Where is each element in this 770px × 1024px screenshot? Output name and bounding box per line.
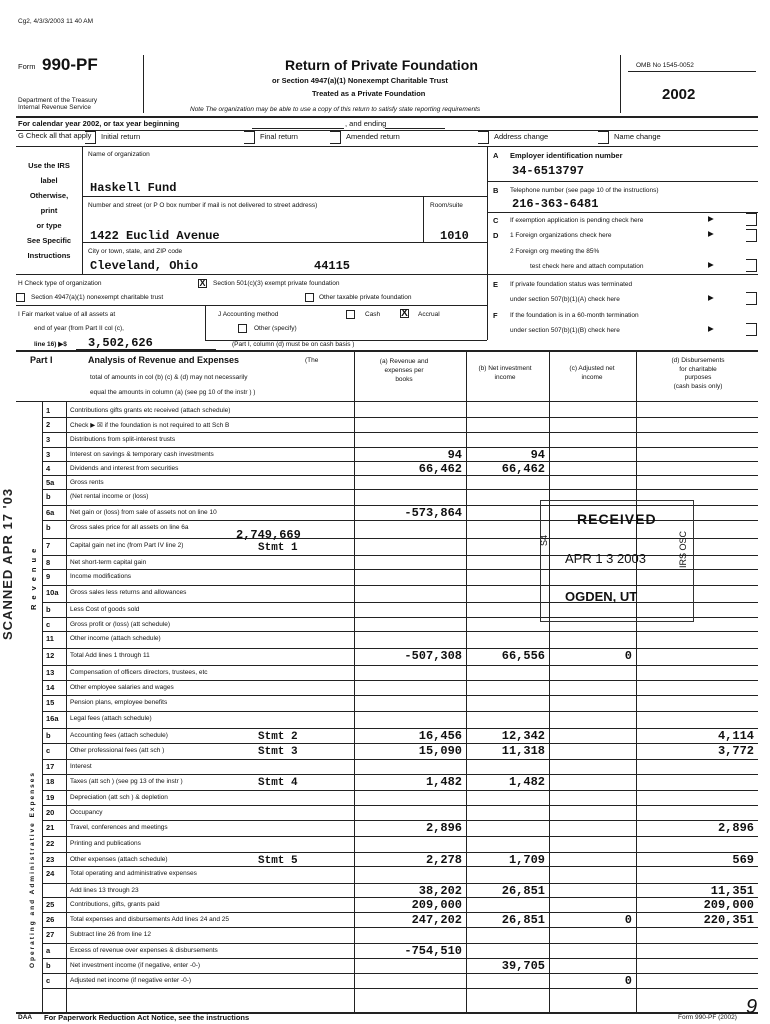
- name-change-label: Name change: [614, 132, 661, 141]
- amount-col-a: 66,462: [418, 462, 462, 476]
- amount-col-c: 0: [624, 913, 632, 927]
- row-divider: [42, 790, 758, 791]
- name-change-checkbox[interactable]: [598, 131, 609, 144]
- line-description: Total Add lines 1 through 11: [70, 652, 150, 659]
- line-description: Interest on savings & temporary cash investments: [70, 451, 214, 458]
- line-number: 20: [46, 808, 55, 817]
- line-description: Taxes (att sch ) (see pg 13 of the instr ): [70, 778, 183, 785]
- foreign-85-label: 2 Foreign org meeting the 85%: [510, 248, 600, 255]
- form-subtitle2: Treated as a Private Foundation: [312, 89, 426, 98]
- line-description: Depreciation (att sch ) & depletion: [70, 794, 168, 801]
- fmv-label2: end of year (from Part II col (c),: [34, 325, 124, 332]
- row-divider: [42, 805, 758, 806]
- sixty-month-label2: under section 507(b)(1)(B) check here: [510, 327, 620, 334]
- line-number: 24: [46, 869, 55, 878]
- revenue-side-label: Revenue: [29, 543, 38, 610]
- line-description: Check ▶ ☒ if the foundation is not required to att Sch B: [70, 422, 230, 429]
- amount-col-a: 15,090: [418, 744, 462, 758]
- paperwork-notice: For Paperwork Reduction Act Notice, see the instructions: [44, 1013, 250, 1022]
- amount-col-b: 1,709: [508, 853, 545, 867]
- cash-label: Cash: [365, 311, 381, 318]
- amount-col-d: 3,772: [717, 744, 754, 758]
- amount-col-a: 2,278: [425, 853, 462, 867]
- arrow-icon: ▶: [708, 293, 714, 302]
- amount-col-c: 0: [624, 974, 632, 988]
- h-label: H Check type of organization: [18, 280, 102, 287]
- sixty-month-checkbox[interactable]: [746, 323, 757, 336]
- accrual-label: Accrual: [418, 311, 440, 318]
- line-description: Compensation of officers directors, trustees, etc: [70, 669, 208, 676]
- arrow-icon: ▶: [708, 324, 714, 333]
- amount-col-b: 11,318: [501, 744, 545, 758]
- foreign-85-checkbox[interactable]: [746, 259, 757, 272]
- form-note: Note The organization may be able to use a copy of this return to satisfy state reporting requirements: [190, 106, 481, 113]
- stmt-5: Stmt 5: [258, 855, 298, 867]
- c-letter: C: [493, 216, 499, 225]
- line-description: Income modifications: [70, 573, 132, 580]
- line-number: 11: [46, 634, 54, 643]
- other-taxable-label: Other taxable private foundation: [319, 294, 412, 301]
- dept-line1: Department of the Treasury: [18, 97, 98, 104]
- line-description: Other income (attach schedule): [70, 635, 161, 642]
- org-name-label: Name of organization: [88, 151, 150, 158]
- amount-col-a: 247,202: [411, 913, 462, 927]
- line-description: Interest: [70, 763, 92, 770]
- terminated-label2: under section 507(b)(1)(A) check here: [510, 296, 620, 303]
- scanned-stamp: SCANNED APR 17 '03: [0, 487, 15, 640]
- line-number: 12: [46, 651, 55, 660]
- d-letter: D: [493, 231, 499, 240]
- gross-sales-value: 2,749,669: [236, 528, 301, 542]
- amount-col-d: 4,114: [717, 729, 754, 743]
- opex-side-label: Operating and Administrative Expenses: [29, 771, 36, 968]
- amount-col-b: 39,705: [501, 959, 545, 973]
- fmv-label1: I Fair market value of all assets at: [18, 311, 116, 318]
- line-number: 14: [46, 683, 55, 692]
- line-number: b: [46, 605, 51, 614]
- amount-col-d: 220,351: [703, 913, 754, 927]
- amount-col-d: 2,896: [717, 821, 754, 835]
- line-number: 1: [46, 406, 51, 415]
- line-number: b: [46, 523, 51, 532]
- stmt-4: Stmt 4: [258, 777, 298, 789]
- line-number: 23: [46, 855, 55, 864]
- line-description: Gross sales price for all assets on line 6a: [70, 524, 189, 531]
- row-divider: [42, 973, 758, 974]
- part-i-title: Analysis of Revenue and Expenses: [88, 355, 240, 365]
- line-description: Accounting fees (attach schedule): [70, 732, 168, 739]
- line-number: a: [46, 946, 51, 955]
- line-number: 17: [46, 762, 55, 771]
- row-divider: [42, 927, 758, 928]
- received-stamp-place: OGDEN, UT: [565, 589, 638, 604]
- received-stamp-side: S4: [539, 535, 549, 547]
- g-check-label: G Check all that apply: [18, 131, 92, 140]
- line-number: 19: [46, 793, 55, 802]
- line-number: 3: [46, 435, 51, 444]
- form-reference: Form 990-PF (2002): [678, 1014, 737, 1021]
- amount-col-b: 66,462: [501, 462, 545, 476]
- exemption-pending-label: If exemption application is pending check here: [510, 217, 644, 224]
- row-divider: [42, 759, 758, 760]
- amount-col-a: -507,308: [404, 649, 462, 663]
- col-c-header: (c) Adjusted net income: [569, 365, 615, 381]
- other-method-label: Other (specify): [254, 325, 297, 332]
- sixty-month-label: If the foundation is in a 60-month termination: [510, 312, 639, 319]
- amount-col-a: -754,510: [404, 944, 462, 958]
- fmv-label3: line 16) ▶$: [34, 341, 67, 348]
- line-number: 16a: [46, 714, 59, 723]
- b-letter: B: [493, 186, 499, 195]
- use-irs-label-block: Use the IRS label Otherwise, print or type See Specific Instructions: [26, 161, 72, 260]
- amended-return-checkbox[interactable]: [330, 131, 341, 144]
- amount-col-b: 1,482: [508, 775, 545, 789]
- line-number: 3: [46, 450, 51, 459]
- line-number: 7: [46, 541, 51, 550]
- row-divider: [42, 988, 758, 989]
- foreign-org-label: 1 Foreign organizations check here: [510, 232, 612, 239]
- foreign-org-checkbox[interactable]: [746, 229, 757, 242]
- line-description: Other professional fees (att sch ): [70, 747, 165, 754]
- line-number: 5a: [46, 478, 55, 487]
- cash-checkbox[interactable]: [346, 310, 355, 319]
- line-description: Occupancy: [70, 809, 103, 816]
- line-description: Gross sales less returns and allowances: [70, 589, 187, 596]
- line-description: Pension plans, employee benefits: [70, 699, 168, 706]
- line-description: Contributions, gifts, grants paid: [70, 901, 160, 908]
- amount-col-b: 26,851: [501, 884, 545, 898]
- line-description: Legal fees (attach schedule): [70, 715, 152, 722]
- received-stamp-right: IRS OSC: [678, 531, 688, 569]
- page-number: 9: [746, 996, 758, 1018]
- street-address: 1422 Euclid Avenue: [90, 229, 220, 243]
- other-taxable-checkbox[interactable]: [305, 293, 314, 302]
- line-description: Adjusted net income (if negative enter -0-): [70, 977, 192, 984]
- part-i-cash-note: (Part I, column (d) must be on cash basis ): [232, 341, 355, 348]
- line-description: Net gain or (loss) from sale of assets not on line 10: [70, 509, 217, 516]
- received-stamp: [540, 500, 694, 622]
- line-description: Net investment income (if negative, enter -0-): [70, 962, 201, 969]
- line-number: 25: [46, 900, 55, 909]
- stmt-1: Stmt 1: [258, 542, 298, 554]
- exemption-pending-checkbox[interactable]: [746, 213, 757, 226]
- initial-return-label: Initial return: [101, 132, 141, 141]
- line-number: 21: [46, 823, 55, 832]
- line-number: c: [46, 620, 51, 629]
- phone-label: Telephone number (see page 10 of the instructions): [510, 187, 659, 194]
- amount-col-b: 26,851: [501, 913, 545, 927]
- row-divider: [42, 432, 758, 433]
- address-change-label: Address change: [494, 132, 549, 141]
- org-name: Haskell Fund: [90, 181, 177, 195]
- omb-number: OMB No 1545-0052: [636, 62, 694, 69]
- line-number: 10a: [46, 588, 59, 597]
- arrow-icon: ▶: [708, 260, 714, 269]
- line-description: Contributions gifts grants etc received (attach schedule): [70, 407, 231, 414]
- amount-col-d: 209,000: [703, 898, 754, 912]
- amount-col-a: 16,456: [418, 729, 462, 743]
- line-description: Gross profit or (loss) (att schedule): [70, 621, 171, 628]
- part-i-desc1: total of amounts in col (b) (c) & (d) may not necessarily: [90, 374, 248, 381]
- city-label: City or town, state, and ZIP code: [88, 248, 183, 255]
- line-description: Travel, conferences and meetings: [70, 824, 168, 831]
- line-number: c: [46, 746, 51, 755]
- line-number: 26: [46, 915, 55, 924]
- other-method-checkbox[interactable]: [238, 324, 247, 333]
- col-a-header: (a) Revenue and expenses per books: [379, 358, 429, 383]
- room-suite-label: Room/suite: [430, 202, 463, 209]
- phone-value: 216-363-6481: [512, 197, 599, 211]
- row-divider: [42, 680, 758, 681]
- line-description: Distributions from split-interest trusts: [70, 436, 176, 443]
- final-return-label: Final return: [260, 132, 298, 141]
- row-divider: [42, 695, 758, 696]
- street-label: Number and street (or P O box number if mail is not delivered to street address): [88, 202, 318, 209]
- dept-line2: Internal Revenue Service: [18, 104, 91, 111]
- line-number: 6a: [46, 508, 55, 517]
- calendar-year-label: For calendar year 2002, or tax year beginning: [18, 119, 180, 128]
- 4947-checkbox[interactable]: [16, 293, 25, 302]
- tax-year: 2002: [662, 86, 696, 103]
- form-subtitle1: or Section 4947(a)(1) Nonexempt Charitable Trust: [272, 76, 448, 85]
- address-change-checkbox[interactable]: [478, 131, 489, 144]
- line-number: 2: [46, 420, 51, 429]
- line-number: 15: [46, 698, 55, 707]
- line-description: Other employee salaries and wages: [70, 684, 174, 691]
- line-description: Total expenses and disbursements Add lines 24 and 25: [70, 916, 229, 923]
- row-divider: [42, 866, 758, 867]
- foreign-85-label2: test check here and attach computation: [530, 263, 644, 270]
- fmv-value: 3,502,626: [88, 336, 153, 350]
- stmt-3: Stmt 3: [258, 746, 298, 758]
- line-number: c: [46, 976, 51, 985]
- amount-col-b: 66,556: [501, 649, 545, 663]
- terminated-label: If private foundation status was terminated: [510, 281, 633, 288]
- line-description: Dividends and interest from securities: [70, 465, 179, 472]
- line-number: b: [46, 492, 51, 501]
- line-description: Capital gain net inc (from Part IV line 2): [70, 542, 184, 549]
- form-word: Form: [18, 62, 36, 71]
- line-number: 22: [46, 839, 55, 848]
- 4947-label: Section 4947(a)(1) nonexempt charitable trust: [31, 294, 164, 301]
- row-divider: [42, 631, 758, 632]
- line-description: Excess of revenue over expenses & disbursements: [70, 947, 218, 954]
- room-suite: 1010: [440, 229, 469, 243]
- form-number: 990-PF: [42, 55, 98, 74]
- line-number: b: [46, 731, 51, 740]
- received-stamp-date: APR 1 3 2003: [565, 551, 646, 566]
- amount-col-a: 38,202: [418, 884, 462, 898]
- col-d-header: (d) Disbursements for charitable purposes (cash basis only): [671, 357, 725, 390]
- zip-code: 44115: [314, 259, 351, 273]
- 501c3-label: Section 501(c)(3) exempt private foundation: [213, 280, 340, 287]
- ein-label: Employer identification number: [510, 151, 623, 160]
- daa-label: DAA: [18, 1014, 33, 1021]
- a-letter: A: [493, 151, 499, 160]
- line-number: 27: [46, 930, 55, 939]
- amount-col-a: 209,000: [411, 898, 462, 912]
- part-i-title-note: (The: [305, 357, 319, 364]
- amount-col-a: 2,896: [425, 821, 462, 835]
- city-state: Cleveland, Ohio: [90, 259, 199, 273]
- received-stamp-title: RECEIVED: [577, 511, 657, 527]
- f-letter: F: [493, 311, 498, 320]
- final-return-checkbox[interactable]: [244, 131, 255, 144]
- fax-header: Cg2, 4/3/3/2003 11 40 AM: [18, 18, 94, 25]
- amount-col-d: 569: [732, 853, 754, 867]
- stmt-2: Stmt 2: [258, 731, 298, 743]
- arrow-icon: ▶: [708, 229, 714, 238]
- initial-return-checkbox[interactable]: [85, 131, 96, 144]
- amount-col-b: 12,342: [501, 729, 545, 743]
- amount-col-a: 1,482: [425, 775, 462, 789]
- terminated-checkbox[interactable]: [746, 292, 757, 305]
- line-number: 18: [46, 777, 55, 786]
- amount-col-a: 94: [447, 448, 462, 462]
- 501c3-checkbox[interactable]: X: [199, 278, 206, 288]
- col-b-header: (b) Net investment income: [478, 365, 532, 381]
- amended-return-label: Amended return: [346, 132, 400, 141]
- and-ending-label: , and ending: [345, 119, 387, 128]
- accrual-checkbox[interactable]: X: [401, 308, 408, 319]
- ein-value: 34-6513797: [512, 164, 585, 178]
- arrow-icon: ▶: [708, 214, 714, 223]
- part-i-desc2: equal the amounts in column (a) (see pg 10 of the instr ) ): [90, 389, 256, 396]
- row-divider: [42, 958, 758, 959]
- line-description: Gross rents: [70, 479, 104, 486]
- line-description: Total operating and administrative expenses: [70, 870, 197, 877]
- row-divider: [42, 711, 758, 712]
- line-number: b: [46, 961, 51, 970]
- line-number: 8: [46, 558, 51, 567]
- row-divider: [42, 489, 758, 490]
- line-number: 4: [46, 464, 51, 473]
- part-i-label: Part I: [30, 355, 53, 365]
- row-divider: [42, 836, 758, 837]
- line-description: Other expenses (attach schedule): [70, 856, 168, 863]
- amount-col-c: 0: [624, 649, 632, 663]
- line-description: Less Cost of goods sold: [70, 606, 140, 613]
- line-number: 13: [46, 668, 55, 677]
- form-title: Return of Private Foundation: [285, 57, 478, 73]
- row-divider: [42, 665, 758, 666]
- amount-col-d: 11,351: [710, 884, 754, 898]
- row-divider: [42, 417, 758, 418]
- line-description: (Net rental income or (loss): [70, 493, 149, 500]
- line-description: Net short-term capital gain: [70, 559, 147, 566]
- e-letter: E: [493, 280, 499, 289]
- amount-col-b: 94: [530, 448, 545, 462]
- line-description: Subtract line 26 from line 12: [70, 931, 151, 938]
- line-description: Add lines 13 through 23: [70, 887, 139, 894]
- amount-col-a: -573,864: [404, 506, 462, 520]
- row-divider: [42, 475, 758, 476]
- accounting-method-label: J Accounting method: [218, 311, 279, 318]
- line-description: Printing and publications: [70, 840, 141, 847]
- line-number: 9: [46, 572, 51, 581]
